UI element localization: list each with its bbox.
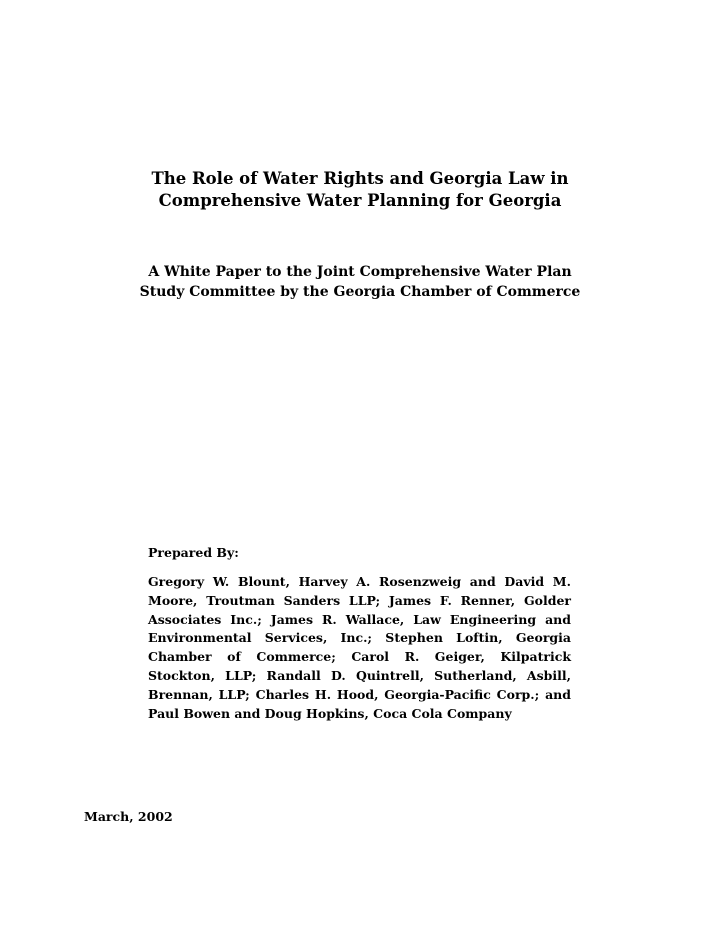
subtitle-line-1: A White Paper to the Joint Comprehensive Water Plan xyxy=(148,264,572,280)
title-line-2: Comprehensive Water Planning for Georgia xyxy=(158,191,562,210)
prepared-by-label: Prepared By: xyxy=(148,545,239,560)
document-title xyxy=(0,168,720,212)
authors-paragraph: Gregory W. Blount, Harvey A. Rosenzweig and David M. Moore, Troutman Sanders LLP; James F. Renner, Golder Associates Inc.; James R. Wallace, Law Engineering and Environmental Services, Inc.; Stephen Loftin, Georgia Chamber of Commerce; Carol R. Geiger, Kilpatrick Stockton, LLP; Randall D. Quintrell, Sutherland, Asbill, Brennan, LLP; Charles H. Hood, Georgia-Pacific Corp.; and Paul Bowen and Doug Hopkins, Coca Cola Company xyxy=(148,574,571,721)
document-date: March, 2002 xyxy=(84,809,173,824)
document-subtitle xyxy=(0,262,720,302)
subtitle-line-2: Study Committee by the Georgia Chamber of Commerce xyxy=(139,284,581,300)
title-line-1: The Role of Water Rights and Georgia Law in xyxy=(151,169,569,188)
